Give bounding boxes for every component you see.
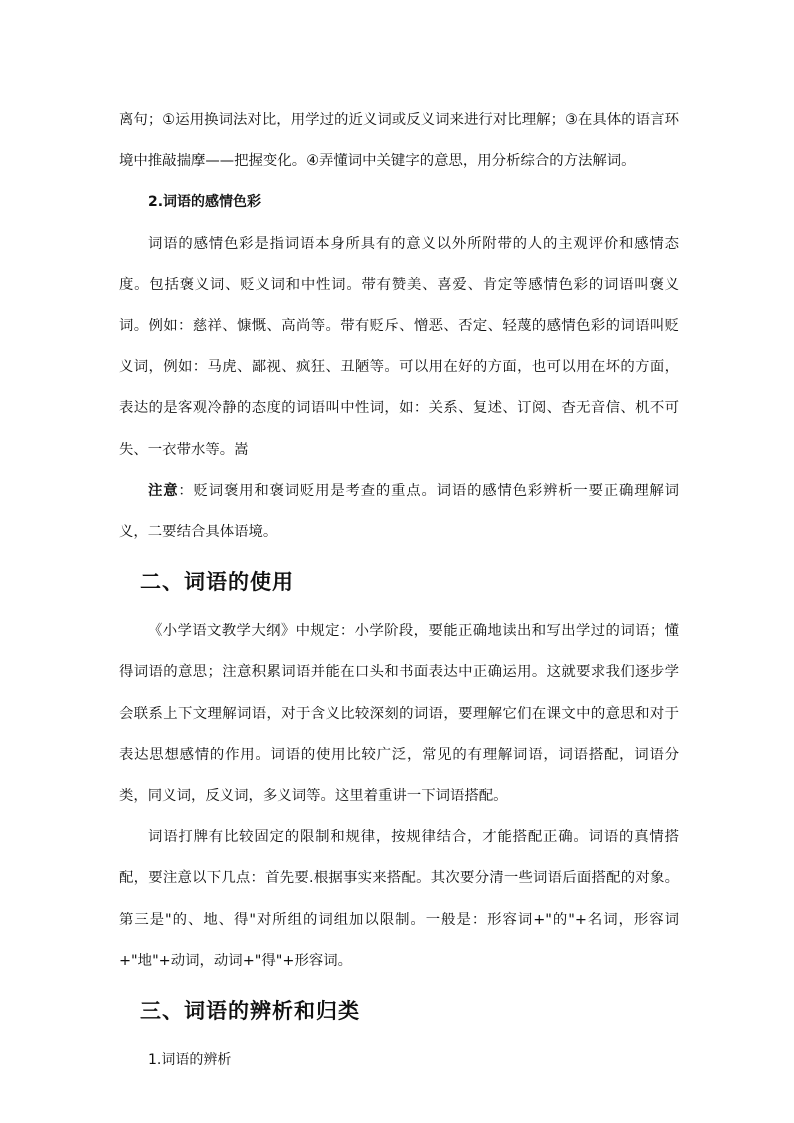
subheading-emotional-color-text: 2.词语的感情色彩 <box>148 194 262 211</box>
subheading-word-discrimination: 1.词语的辨析 <box>148 1052 232 1069</box>
paragraph-note <box>119 471 679 553</box>
document-body <box>119 100 679 1081</box>
subheading-emotional-color <box>119 182 679 223</box>
section-heading-word-usage: 二、词语的使用 <box>140 570 294 595</box>
note-text: ：贬词褒用和褒词贬用是考查的重点。词语的感情色彩辨析一要正确理解词义，二要结合具体语境。 <box>119 482 679 541</box>
paragraph-word-understanding-methods: 离句；①运用换词法对比，用学过的近义词或反义词来进行对比理解；③在具体的语言环境中推敲揣摩——把握变化。④弄懂词中关键字的意思，用分析综合的方法解词。 <box>119 112 679 170</box>
note-label: 注意 <box>148 482 179 499</box>
paragraph-syllabus: 《小学语文教学大纲》中规定：小学阶段，要能正确地读出和写出学过的词语；懂得词语的意思；注意积累词语并能在口头和书面表达中正确运用。这就要求我们逐步学会联系上下文理解词语，对于含义比较深刻的词语，要理解它们在课文中的意思和对于表达思想感情的作用。词语的使用比较广泛，常见的有理解词语，词语搭配，词语分类，同义词，反义词，多义词等。这里着重讲一下词语搭配。 <box>119 623 679 805</box>
paragraph-word-collocation: 词语打牌有比较固定的限制和规律，按规律结合，才能搭配正确。词语的真情搭配，要注意以下几点：首先要.根据事实来搭配。其次要分清一些词语后面搭配的对象。第三是"的、地、得"对所组的词组加以限制。一般是：形容词+"的"+名词，形容词+"地"+动词，动词+"得"+形容词。 <box>119 829 679 969</box>
paragraph-emotional-color: 词语的感情色彩是指词语本身所具有的意义以外所附带的人的主观评价和感情态度。包括褒义词、贬义词和中性词。带有赞美、喜爱、肯定等感情色彩的词语叫褒义词。例如：慈祥、慷慨、高尚等。带有贬斥、憎恶、否定、轻蔑的感情色彩的词语叫贬义词，例如：马虎、鄙视、疯狂、丑陋等。可以用在好的方面，也可以用在坏的方面，表达的是客观冷静的态度的词语叫中性词，如：关系、复述、订阅、杳无音信、机不可失、一衣带水等。嵩 <box>119 235 679 458</box>
section-heading-word-analysis: 三、词语的辨析和归类 <box>140 999 360 1024</box>
